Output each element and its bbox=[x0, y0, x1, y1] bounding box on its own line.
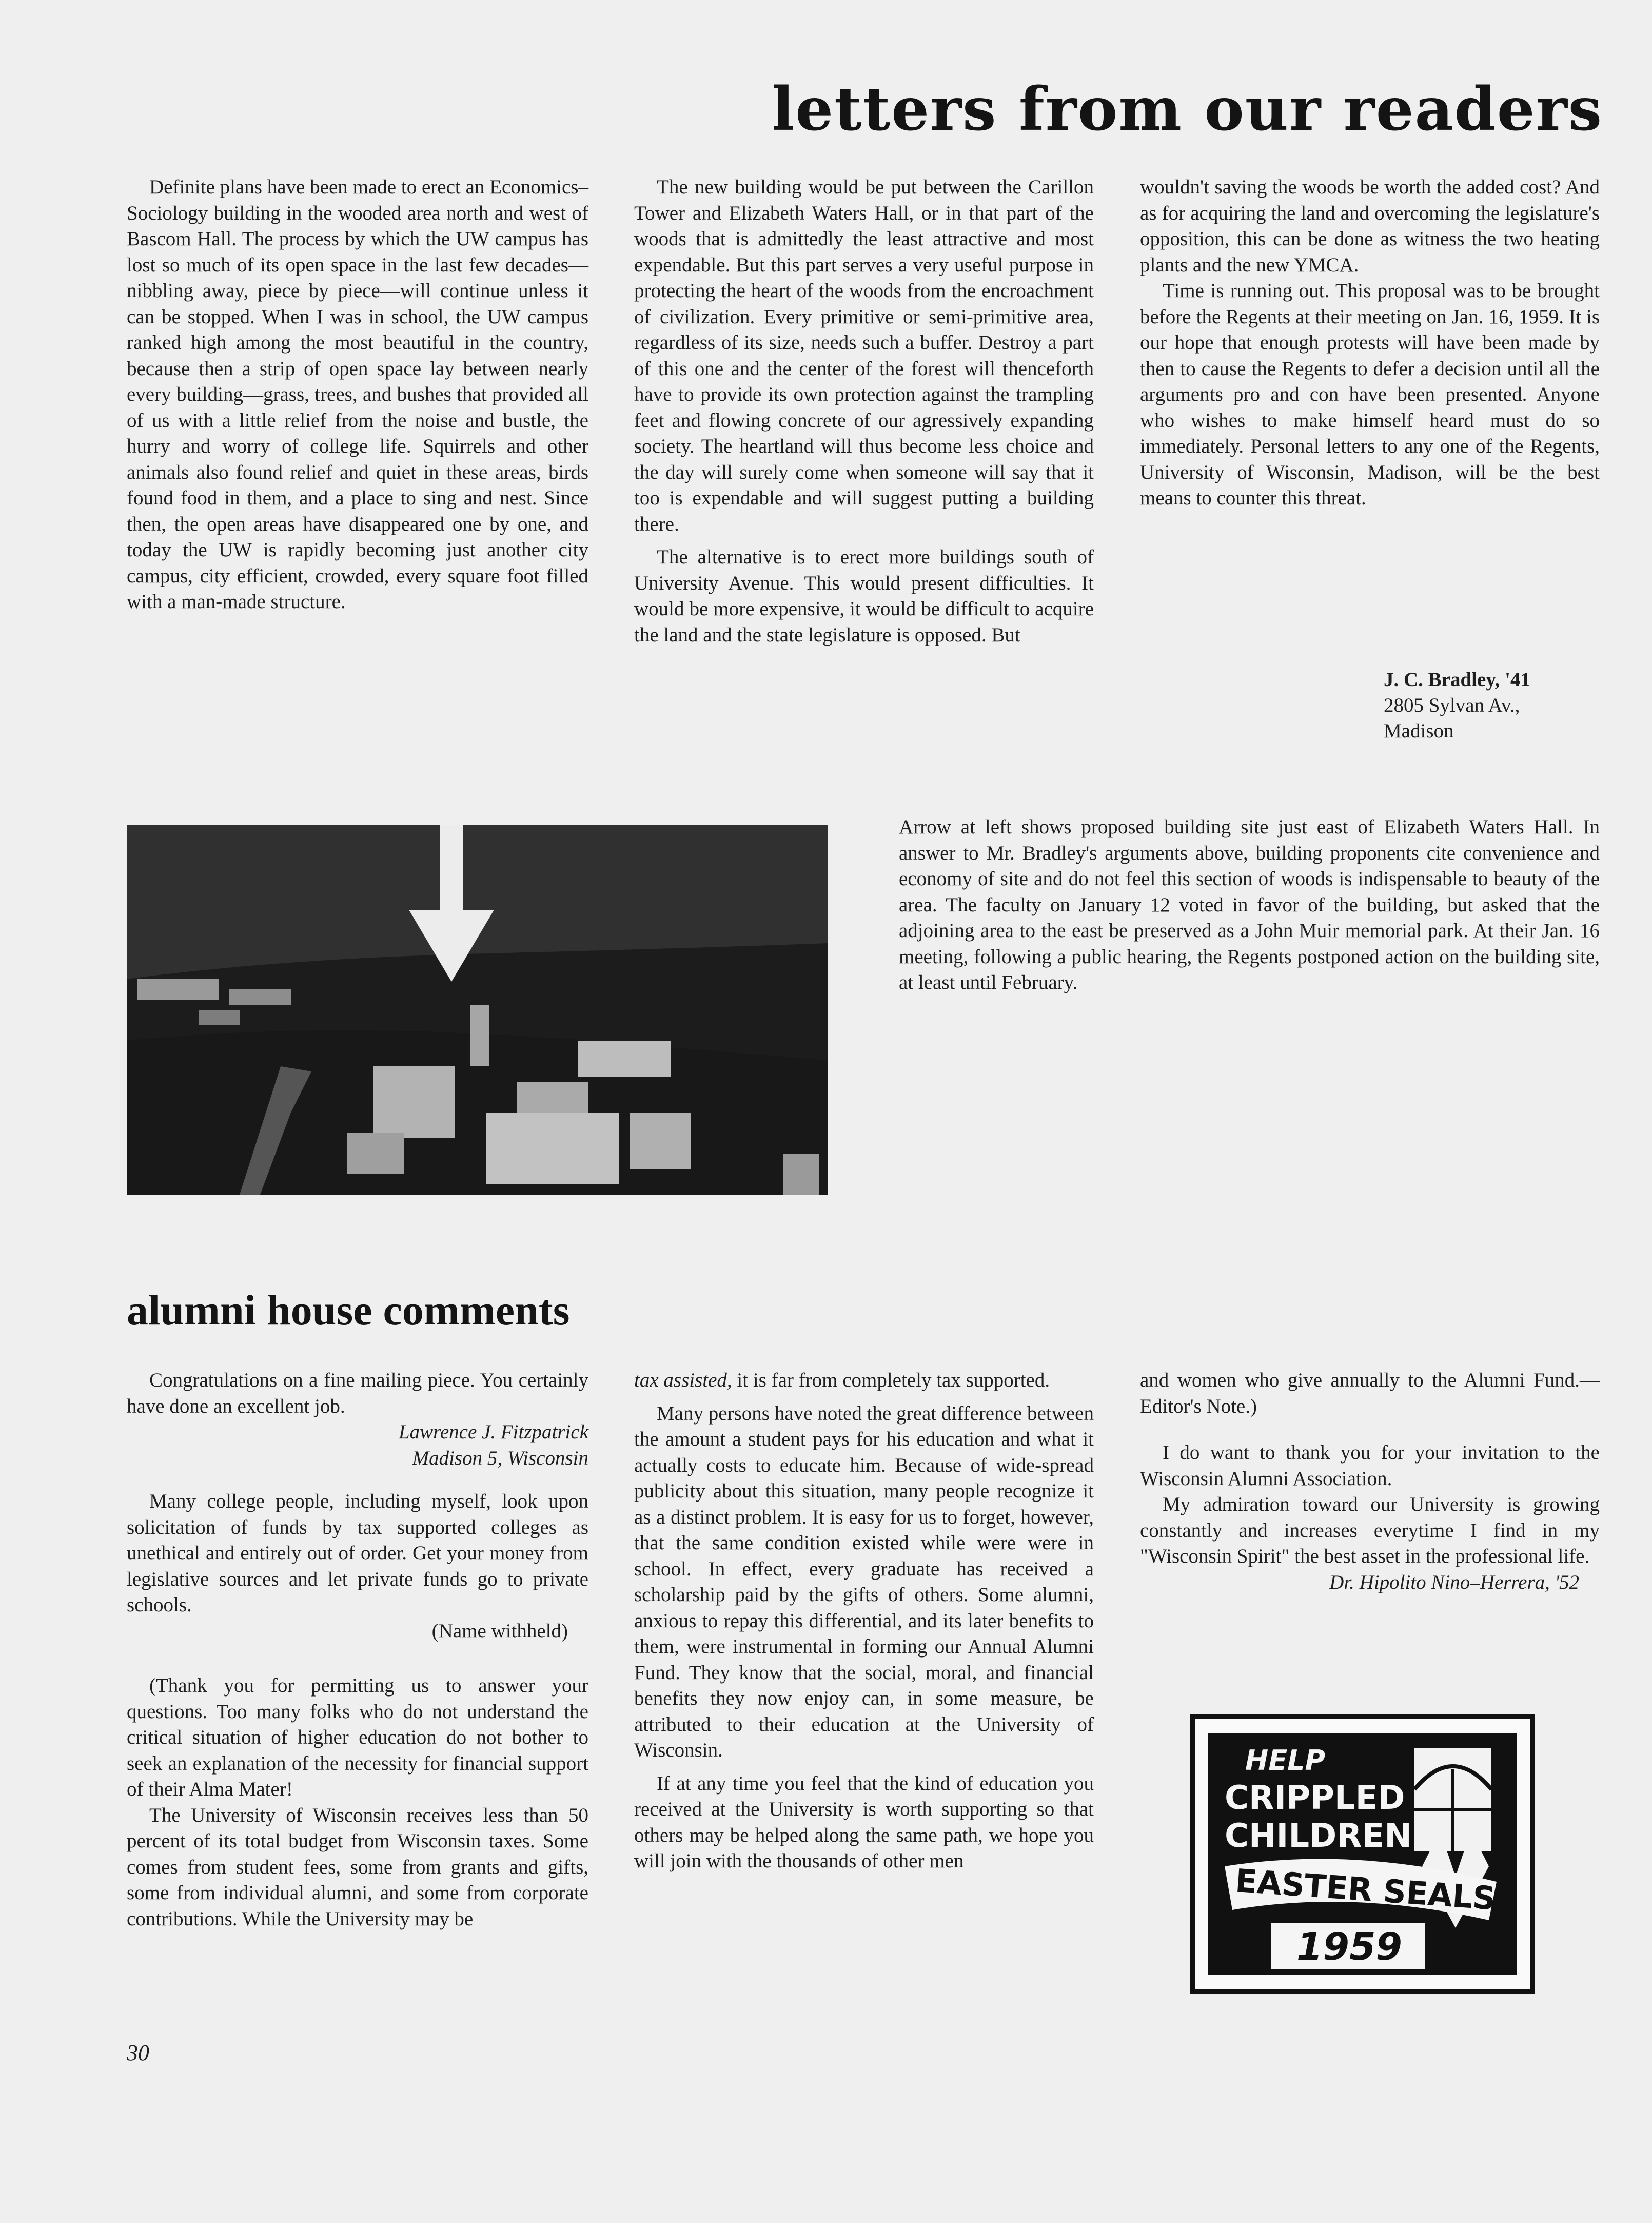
stamp-easter-seals: EASTER SEALS bbox=[1234, 1862, 1497, 1918]
alumni-column-2 bbox=[634, 1368, 1094, 1875]
letters-column-1 bbox=[127, 174, 588, 615]
easter-seals-stamp bbox=[1189, 1712, 1537, 1996]
signature-address: 2805 Sylvan Av., bbox=[1384, 694, 1520, 716]
letters-paragraph: Time is running out. This proposal was to be brought before the Regents at their meeting on Jan. 16, 1959. It is our hope that enough protests will have been made by then to cause the Regents to defer a decision until all the arguments pro and con have been presented. Anyone who wishes to make himself heard must do so immediately. Personal letters to any one of the Regents, University of Wisconsin, Madison, will be the best means to counter this threat. bbox=[1140, 280, 1600, 509]
letters-paragraph: The alternative is to erect more buildings south of University Avenue. This would present difficulties. It would be more expensive, it would be difficult to acquire the land and the state legislature is opposed. But bbox=[634, 546, 1094, 646]
stamp-crippled: CRIPPLED bbox=[1225, 1779, 1405, 1817]
alumni-column-1 bbox=[127, 1368, 588, 1932]
letters-paragraph: wouldn't saving the woods be worth the added cost? And as for acquiring the land and overcoming the legislature's opposition, this can be done as witness the two heating plants and the new YMCA. bbox=[1140, 176, 1600, 276]
caption-text: Arrow at left shows proposed building site just east of Elizabeth Waters Hall. In answer to Mr. Bradley's arguments above, building proponents cite convenience and economy of site and do not feel this section of woods is indispensable to beauty of the area. The faculty on January 12 voted in favor of the building, but asked that the adjoining area to the east be preserved as a John Muir memorial park. At their Jan. 16 meeting, following a public hearing, the Regents postponed action on the building site, at least until February. bbox=[899, 816, 1600, 993]
signature-name: J. C. Bradley, '41 bbox=[1384, 669, 1531, 691]
page-number: 30 bbox=[127, 2040, 149, 2065]
alumni-paragraph: The University of Wisconsin receives less than 50 percent of its total budget from Wisconsin taxes. Some comes from student fees, some from grants and gifts, some from individual alumni, and some from corporate contributions. While the University may be bbox=[127, 1804, 588, 1930]
letters-paragraph: Definite plans have been made to erect an Economics–Sociology building in the wooded area north and west of Bascom Hall. The process by which the UW campus has lost so much of its open space in the last few decades—nibbling away, piece by piece—will continue unless it can be stopped. When I was in school, the UW campus ranked high among the most beautiful in the country, because then a strip of open space lay between nearly every building—grass, trees, and bushes that provided all of us with a little relief from the noise and bustle, the hurry and worry of college life. Squirrels and other animals also found relief and quiet in these areas, birds found food in them, and a place to sing and nest. Since then, the open areas have disappeared one by one, and today the UW is rapidly becoming just another city campus, city efficient, crowded, every square foot filled with a man-made structure. bbox=[127, 176, 588, 613]
alumni-signature-name: Lawrence J. Fitzpatrick bbox=[398, 1421, 588, 1443]
alumni-paragraph: and women who give annually to the Alumni Fund.—Editor's Note.) bbox=[1140, 1369, 1600, 1417]
stamp-year: 1959 bbox=[1296, 1925, 1402, 1969]
alumni-signature-address: Madison 5, Wisconsin bbox=[412, 1447, 588, 1469]
alumni-italic-phrase: tax assisted, bbox=[634, 1369, 732, 1391]
letters-column-2 bbox=[634, 174, 1094, 648]
alumni-paragraph: Congratulations on a fine mailing piece. You certainly have done an excellent job. bbox=[127, 1369, 588, 1417]
alumni-signature-withheld: (Name withheld) bbox=[431, 1620, 568, 1642]
alumni-paragraph bbox=[634, 1368, 1094, 1394]
campus-aerial-photo bbox=[127, 825, 828, 1195]
alumni-paragraph: (Thank you for permitting us to answer your questions. Too many folks who do not understand the critical situation of higher education do not bother to seek an explanation of the necessity for financial support of their Alma Mater! bbox=[127, 1674, 588, 1800]
alumni-signature-name: Dr. Hipolito Nino–Herrera, '52 bbox=[1329, 1571, 1579, 1593]
alumni-paragraph: I do want to thank you for your invitation to the Wisconsin Alumni Association. bbox=[1140, 1441, 1600, 1490]
alumni-column-3 bbox=[1140, 1368, 1600, 1595]
alumni-phrase-rest: it is far from completely tax supported. bbox=[732, 1369, 1050, 1391]
alumni-paragraph: Many persons have noted the great difference between the amount a student pays for his education and what it actually costs to educate him. Because of wide-spread publicity about this situation, many people recognize it as a distinct problem. It is easy for us to forget, however, that the same condition existed while were were in school. In effect, every graduate has received a scholarship paid by the gifts of others. Some alumni, anxious to repay this differential, and its later benefits to them, were instrumental in forming our Annual Alumni Fund. They know that the social, moral, and financial benefits they now enjoy can, in some measure, be attributed to their education at the University of Wisconsin. bbox=[634, 1402, 1094, 1761]
alumni-paragraph: My admiration toward our University is growing constantly and increases everytime I find in my "Wisconsin Spirit" the best asset in the professional life. bbox=[1140, 1493, 1600, 1567]
signature-city: Madison bbox=[1384, 720, 1454, 742]
letters-signature bbox=[1384, 667, 1530, 744]
stamp-children: CHILDREN bbox=[1225, 1817, 1412, 1855]
letters-column-3 bbox=[1140, 174, 1600, 512]
alumni-heading: alumni house comments bbox=[127, 1286, 570, 1334]
alumni-paragraph: If at any time you feel that the kind of education you received at the University is worth supporting so that others may be helped along the same path, we hope you will join with the thousands of other men bbox=[634, 1772, 1094, 1872]
letters-paragraph: The new building would be put between the Carillon Tower and Elizabeth Waters Hall, or in that part of the woods that is admittedly the least attractive and most expendable. But this part serves a very useful purpose in protecting the heart of the woods from the encroachment of civilization. Every primitive or semi-primitive area, regardless of its size, needs such a buffer. Destroy a part of this one and the center of the forest will thenceforth have to provide its own protection against the trampling feet and flowing concrete of our agressively expanding society. The heartland will thus become less choice and the day will surely come when someone will say that it too is expendable and will suggest putting a building there. bbox=[634, 176, 1094, 535]
alumni-paragraph: Many college people, including myself, look upon solicitation of funds by tax supported colleges as unethical and entirely out of order. Get your money from legislative sources and let private funds go to private schools. bbox=[127, 1490, 588, 1616]
stamp-help: HELP bbox=[1245, 1744, 1326, 1777]
letters-heading: letters from our readers bbox=[772, 74, 1603, 144]
photo-caption bbox=[899, 814, 1600, 996]
